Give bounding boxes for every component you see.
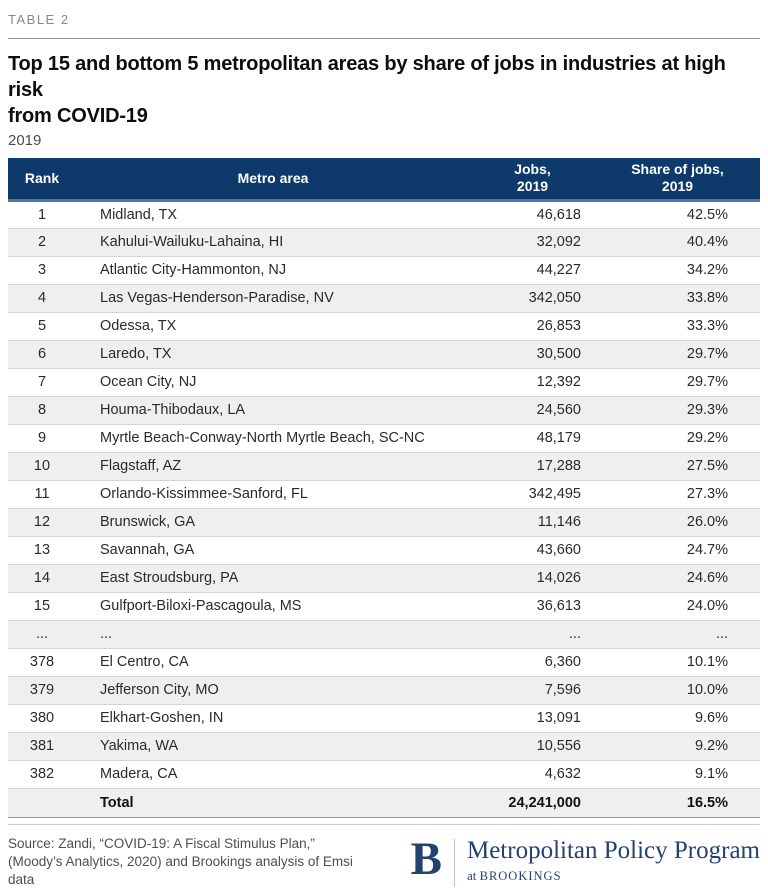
cell-jobs: 17,288 [470,452,595,480]
cell-metro: Myrtle Beach-Conway-North Myrtle Beach, SC-NC [76,424,470,452]
cell-share: 27.5% [595,452,760,480]
table-row [8,284,760,312]
cell-jobs: 10,556 [470,732,595,760]
cell-jobs: 44,227 [470,256,595,284]
cell-metro: Orlando-Kissimmee-Sanford, FL [76,480,470,508]
cell-jobs: 24,241,000 [470,788,595,817]
table-row [8,480,760,508]
table-row [8,340,760,368]
table-row [8,592,760,620]
cell-jobs: 32,092 [470,228,595,256]
logo-org-name [467,868,760,884]
cell-share: 9.1% [595,760,760,788]
logo-at: at [466,867,480,883]
table-row [8,452,760,480]
cell-rank: ... [8,620,76,648]
cell-rank: 12 [8,508,76,536]
cell-rank: 7 [8,368,76,396]
header-share: Share of jobs, 2019 [595,158,760,200]
cell-jobs: 36,613 [470,592,595,620]
cell-metro: Savannah, GA [76,536,470,564]
cell-share: 33.8% [595,284,760,312]
cell-rank: 379 [8,676,76,704]
cell-rank: 6 [8,340,76,368]
table-row [8,396,760,424]
cell-metro: Laredo, TX [76,340,470,368]
cell-jobs: 26,853 [470,312,595,340]
cell-rank: 11 [8,480,76,508]
cell-metro: Jefferson City, MO [76,676,470,704]
brookings-b-icon: B [410,833,442,885]
figure-title: Top 15 and bottom 5 metropolitan areas by share of jobs in industries at high risk from COVID-19 [8,53,726,127]
cell-share: 10.0% [595,676,760,704]
cell-share: 42.5% [595,200,760,228]
cell-jobs: 24,560 [470,396,595,424]
cell-rank: 382 [8,760,76,788]
cell-rank: 15 [8,592,76,620]
cell-metro: ... [76,620,470,648]
cell-jobs: 13,091 [470,704,595,732]
source-note: Source: Zandi, “COVID-19: A Fiscal Stimulus Plan,” (Moody’s Analytics, 2020) and Brookings analysis of Emsi data [8,836,353,888]
cell-rank: 4 [8,284,76,312]
cell-share: 10.1% [595,648,760,676]
cell-metro: Kahului-Wailuku-Lahaina, HI [76,228,470,256]
figure-footer [8,824,760,890]
logo-text [467,837,760,884]
table-row [8,508,760,536]
total-row [8,788,760,817]
cell-jobs: 342,495 [470,480,595,508]
table-row [8,648,760,676]
cell-metro: Houma-Thibodaux, LA [76,396,470,424]
cell-rank: 3 [8,256,76,284]
logo-divider [454,839,455,887]
cell-jobs: ... [470,620,595,648]
cell-share: 24.0% [595,592,760,620]
cell-share: 9.6% [595,704,760,732]
cell-share: 26.0% [595,508,760,536]
table-row [8,228,760,256]
cell-metro: Yakima, WA [76,732,470,760]
cell-metro: Madera, CA [76,760,470,788]
table-row [8,368,760,396]
cell-rank: 378 [8,648,76,676]
cell-share: 16.5% [595,788,760,817]
cell-metro: Total [76,788,470,817]
cell-share: 27.3% [595,480,760,508]
cell-metro: Elkhart-Goshen, IN [76,704,470,732]
cell-rank: 380 [8,704,76,732]
cell-share: 33.3% [595,312,760,340]
cell-metro: Gulfport-Biloxi-Pascagoula, MS [76,592,470,620]
cell-metro: Flagstaff, AZ [76,452,470,480]
cell-metro: Atlantic City-Hammonton, NJ [76,256,470,284]
cell-share: 24.6% [595,564,760,592]
logo-brookings: BROOKINGS [479,868,562,883]
cell-share: 29.7% [595,368,760,396]
table-row [8,424,760,452]
cell-metro: Midland, TX [76,200,470,228]
cell-share: 40.4% [595,228,760,256]
header-rank: Rank [8,158,76,200]
table-row [8,536,760,564]
table-header [8,158,760,200]
cell-metro: Brunswick, GA [76,508,470,536]
cell-metro: El Centro, CA [76,648,470,676]
cell-rank: 1 [8,200,76,228]
metro-risk-table [8,158,760,818]
table-row [8,732,760,760]
brookings-logo [411,835,760,887]
cell-jobs: 12,392 [470,368,595,396]
figure-subtitle: 2019 [8,132,42,149]
cell-share: 9.2% [595,732,760,760]
cell-metro: Odessa, TX [76,312,470,340]
table-row [8,564,760,592]
table-row [8,200,760,228]
table-row [8,620,760,648]
cell-jobs: 43,660 [470,536,595,564]
cell-rank [8,788,76,817]
table-row [8,760,760,788]
cell-metro: East Stroudsburg, PA [76,564,470,592]
cell-metro: Las Vegas-Henderson-Paradise, NV [76,284,470,312]
table-row [8,312,760,340]
cell-metro: Ocean City, NJ [76,368,470,396]
table-row [8,256,760,284]
cell-jobs: 14,026 [470,564,595,592]
cell-share: 29.7% [595,340,760,368]
cell-rank: 9 [8,424,76,452]
cell-jobs: 7,596 [470,676,595,704]
cell-rank: 5 [8,312,76,340]
cell-share: 29.2% [595,424,760,452]
cell-jobs: 4,632 [470,760,595,788]
table-kicker: TABLE 2 [8,12,70,27]
kicker-rule [8,38,760,39]
cell-rank: 10 [8,452,76,480]
cell-jobs: 48,179 [470,424,595,452]
cell-jobs: 342,050 [470,284,595,312]
cell-jobs: 6,360 [470,648,595,676]
header-jobs: Jobs, 2019 [470,158,595,200]
cell-share: 29.3% [595,396,760,424]
cell-rank: 8 [8,396,76,424]
cell-share: ... [595,620,760,648]
logo-program-name: Metropolitan Policy Program [466,837,760,864]
table-row [8,676,760,704]
table-row [8,704,760,732]
cell-rank: 2 [8,228,76,256]
table-body [8,200,760,817]
header-metro: Metro area [76,158,470,200]
cell-jobs: 46,618 [470,200,595,228]
cell-jobs: 11,146 [470,508,595,536]
cell-share: 34.2% [595,256,760,284]
cell-share: 24.7% [595,536,760,564]
cell-jobs: 30,500 [470,340,595,368]
cell-rank: 381 [8,732,76,760]
cell-rank: 13 [8,536,76,564]
cell-rank: 14 [8,564,76,592]
header-row [8,158,760,200]
